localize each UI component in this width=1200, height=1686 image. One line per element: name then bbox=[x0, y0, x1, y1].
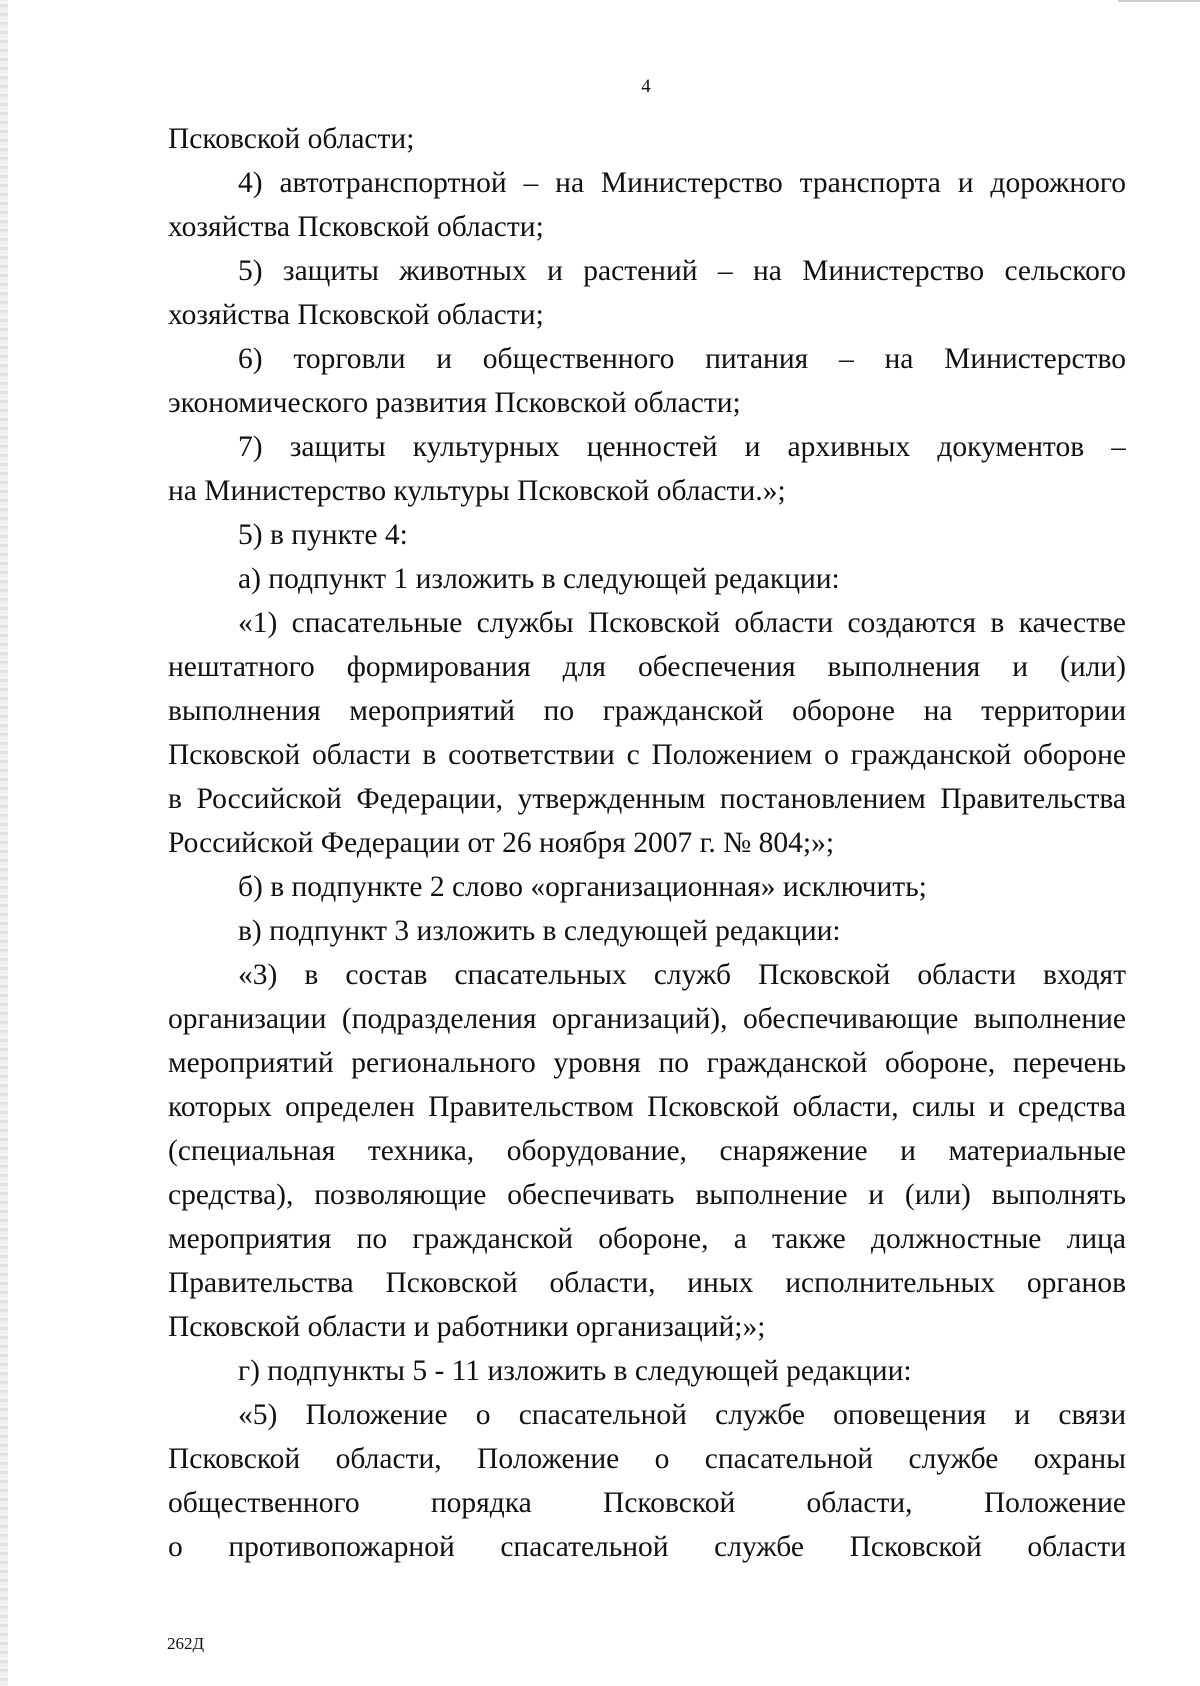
text-line: мероприятий регионального уровня по гражданской обороне, перечень bbox=[168, 1046, 1126, 1079]
text-line: г) подпункты 5 - 11 изложить в следующей редакции: bbox=[238, 1354, 912, 1387]
text-line: Псковской области; bbox=[168, 122, 415, 155]
text-line: Российской Федерации от 26 ноября 2007 г. № 804;»; bbox=[168, 826, 835, 859]
text-line: Псковской области и работники организаций;»; bbox=[168, 1310, 766, 1343]
text-line: 5) в пункте 4: bbox=[238, 518, 408, 551]
text-line: Псковской области в соответствии с Положением о гражданской обороне bbox=[168, 738, 1126, 771]
text-line: хозяйства Псковской области; bbox=[168, 298, 544, 331]
text-line: о противопожарной спасательной службе Псковской области bbox=[168, 1530, 1126, 1563]
scan-edge-top bbox=[1118, 0, 1200, 2]
text-line: в Российской Федерации, утвержденным постановлением Правительства bbox=[168, 782, 1126, 815]
text-line: б) в подпункте 2 слово «организационная» исключить; bbox=[238, 870, 927, 903]
text-line: Псковской области, Положение о спасательной службе охраны bbox=[168, 1442, 1126, 1475]
text-line: выполнения мероприятий по гражданской обороне на территории bbox=[168, 694, 1126, 727]
text-line: нештатного формирования для обеспечения выполнения и (или) bbox=[168, 650, 1126, 683]
text-line: 5) защиты животных и растений – на Министерство сельского bbox=[238, 254, 1126, 287]
text-line: которых определен Правительством Псковской области, силы и средства bbox=[168, 1090, 1126, 1123]
text-line: 4) автотранспортной – на Министерство транспорта и дорожного bbox=[238, 166, 1126, 199]
text-line: хозяйства Псковской области; bbox=[168, 210, 544, 243]
text-line: «3) в состав спасательных служб Псковской области входят bbox=[238, 958, 1126, 991]
text-line: Правительства Псковской области, иных исполнительных органов bbox=[168, 1266, 1126, 1299]
text-line: средства), позволяющие обеспечивать выполнение и (или) выполнять bbox=[168, 1178, 1126, 1211]
text-line: 7) защиты культурных ценностей и архивных документов – bbox=[238, 430, 1126, 463]
text-line: общественного порядка Псковской области, Положение bbox=[168, 1486, 1126, 1519]
text-line: экономического развития Псковской области; bbox=[168, 386, 741, 419]
text-line: «5) Положение о спасательной службе оповещения и связи bbox=[238, 1398, 1126, 1431]
text-line: а) подпункт 1 изложить в следующей редакции: bbox=[238, 562, 840, 595]
text-line: мероприятия по гражданской обороне, а также должностные лица bbox=[168, 1222, 1126, 1255]
text-line: «1) спасательные службы Псковской области создаются в качестве bbox=[238, 606, 1126, 639]
text-line: (специальная техника, оборудование, снаряжение и материальные bbox=[168, 1134, 1126, 1167]
page-number: 4 bbox=[641, 76, 651, 97]
document-code: 262Д bbox=[167, 1634, 205, 1653]
text-line: 6) торговли и общественного питания – на Министерство bbox=[238, 342, 1126, 375]
text-line: организации (подразделения организаций), обеспечивающие выполнение bbox=[168, 1002, 1126, 1035]
text-line: на Министерство культуры Псковской области.»; bbox=[168, 474, 786, 507]
scan-edge-left bbox=[0, 0, 8, 1686]
document-body bbox=[168, 117, 1126, 1569]
text-line: в) подпункт 3 изложить в следующей редакции: bbox=[238, 914, 841, 947]
